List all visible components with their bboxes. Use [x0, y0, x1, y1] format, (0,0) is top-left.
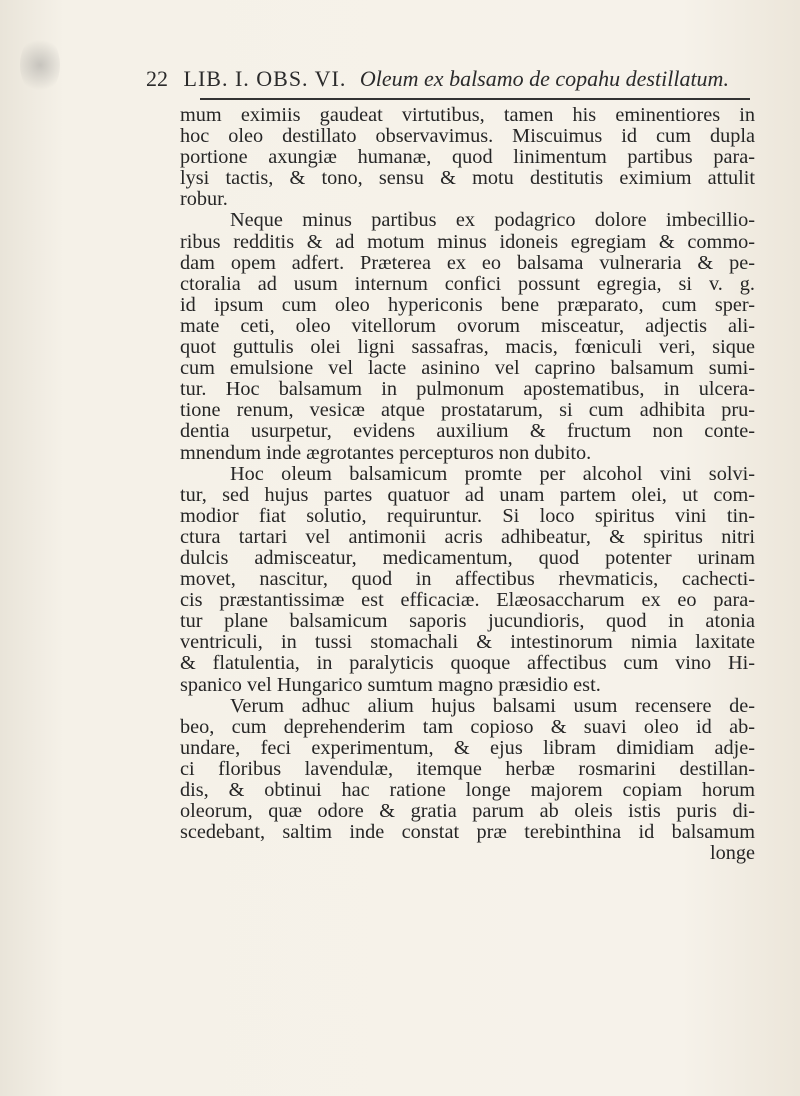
text-line: dis, & obtinui hac ratione longe majorem copiam horum [180, 779, 755, 801]
text-line: ctura tartari vel antimonii acris adhibeatur, & spiritus nitri [180, 525, 755, 548]
paragraph-start: Verum adhuc alium hujus balsami usum recensere de- [230, 694, 755, 717]
text-line: dam opem adfert. Præterea ex eo balsama vulneraria & pe- [180, 251, 755, 274]
text-line: lysi tactis, & tono, sensu & motu destitutis eximium attulit [180, 167, 755, 190]
text-line: & flatulentia, in paralyticis quoque affectibus cum vino Hi- [180, 652, 755, 675]
text-line: tur, sed hujus partes quatuor ad unam partem olei, ut com- [180, 483, 755, 506]
text-line: mnendum inde ægrotantes percepturos non dubito. [180, 441, 592, 464]
paragraph-start: Hoc oleum balsamicum promte per alcohol vini solvi- [230, 462, 755, 485]
text-line: oleorum, quæ odore & gratia parum ab oleis istis puris di- [180, 800, 755, 823]
catchword: longe [709, 842, 755, 865]
text-line: robur. [180, 188, 228, 211]
text-line: tur plane balsamicum saporis jucundioris, quod in atonia [180, 610, 755, 633]
text-line: tur. Hoc balsamum in pulmonum apostematibus, in ulcera- [180, 378, 755, 401]
text-line: cis præstantissimæ est efficaciæ. Elæosaccharum ex eo para- [180, 589, 755, 612]
text-line: quot guttulis olei ligni sassafras, macis, fœniculi veri, sique [180, 336, 755, 359]
header-rule [200, 98, 750, 100]
text-line: mum eximiis gaudeat virtutibus, tamen his eminentiores in [180, 104, 755, 126]
ink-stain [20, 35, 60, 95]
running-header [146, 66, 729, 92]
text-line: ctoralia ad usum internum confici possunt egregia, si v. g. [180, 272, 755, 295]
text-line: portione axungiæ humanæ, quod linimentum partibus para- [180, 146, 755, 169]
text-line: beo, cum deprehenderim tam copioso & suavi oleo id ab- [180, 715, 755, 738]
text-line: movet, nascitur, quod in affectibus rhevmaticis, cachecti- [180, 568, 755, 591]
text-line: mate ceti, oleo vitellorum ovorum misceatur, adjectis ali- [180, 314, 755, 337]
text-line: ci floribus lavendulæ, itemque herbæ rosmarini destillan- [180, 757, 755, 780]
body-text [180, 105, 755, 864]
text-line: ribus redditis & ad motum minus idoneis egregiam & commo- [180, 230, 755, 253]
text-line: spanico vel Hungarico sumtum magno præsidio est. [180, 673, 601, 696]
text-line: id ipsum cum oleo hypericonis bene præparato, cum sper- [180, 293, 755, 316]
text-line: cum emulsione vel lacte asinino vel caprino balsamum sumi- [180, 357, 755, 380]
running-title: Oleum ex balsamo de copahu destillatum. [359, 66, 729, 91]
page-number: 22 [146, 66, 168, 91]
text-line: scedebant, saltim inde constat præ terebinthina id balsamum [180, 821, 755, 844]
paragraph-start: Neque minus partibus ex podagrico dolore imbecillio- [230, 209, 755, 232]
text-line: tione renum, vesicæ atque prostatarum, si cum adhibita pru- [180, 399, 755, 422]
text-line: undare, feci experimentum, & ejus libram dimidiam adje- [180, 736, 755, 759]
text-line: dentia usurpetur, evidens auxilium & fructum non conte- [180, 420, 755, 443]
text-line: dulcis admisceatur, medicamentum, quod potenter urinam [180, 546, 755, 569]
section-label: LIB. I. OBS. VI. [183, 66, 347, 91]
text-line: hoc oleo destillato observavimus. Miscuimus id cum dupla [180, 125, 755, 148]
text-line: ventriculi, in tussi stomachali & intestinorum nimia laxitate [180, 631, 755, 654]
text-line: modior fiat solutio, requiruntur. Si loco spiritus vini tin- [180, 504, 755, 527]
